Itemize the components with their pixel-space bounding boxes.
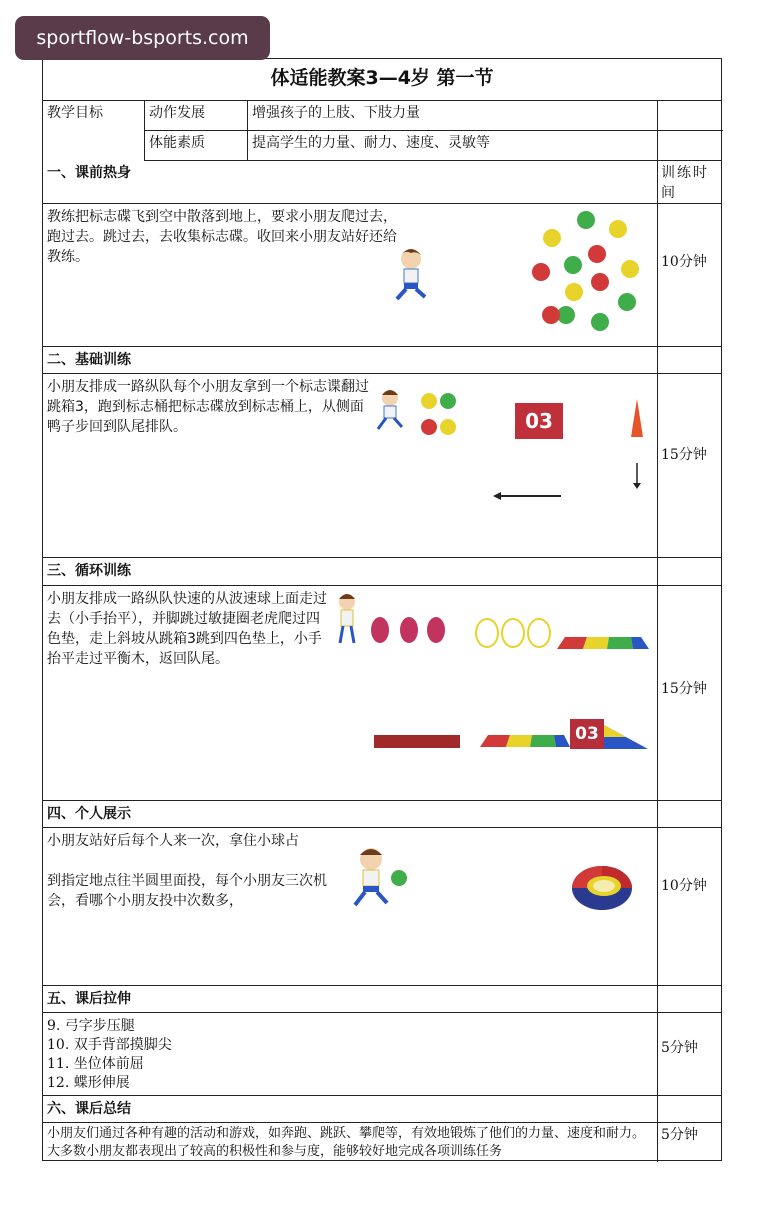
section-text: 到指定地点往半圆里面投，每个小朋友三次机会，看哪个小朋友投中次数多， bbox=[47, 873, 327, 909]
watermark: sportflow-bsports.com bbox=[15, 16, 270, 60]
section-time: 15分钟 bbox=[661, 447, 707, 463]
ramp-icon bbox=[604, 725, 648, 749]
goal-category: 体能素质 bbox=[149, 135, 205, 151]
cone-icon bbox=[629, 399, 645, 439]
stretch-item: 10. 双手背部摸脚尖 bbox=[47, 1037, 172, 1053]
section-text: 小朋友们通过各种有趣的活动和游戏，如奔跑、跳跃、攀爬等，有效地锻炼了他们的力量、速度和耐力。大多数小朋友都表现出了较高的积极性和参与度，能够较好地完成各项训练任务 bbox=[47, 1126, 646, 1159]
section-heading: 一、课前热身 bbox=[47, 165, 131, 181]
arrow-down-icon bbox=[633, 463, 641, 489]
target-ring-icon bbox=[571, 865, 633, 911]
section-heading: 二、基础训练 bbox=[47, 352, 131, 368]
time-header: 训练时间 bbox=[661, 165, 709, 201]
stretch-item: 12. 蝶形伸展 bbox=[47, 1075, 130, 1091]
four-color-mat-icon bbox=[557, 637, 649, 651]
vault-box-label: 03 bbox=[515, 403, 563, 439]
child-standing-icon bbox=[332, 591, 362, 651]
agility-ring-icon bbox=[527, 618, 551, 648]
bosu-ball-icon bbox=[400, 617, 418, 643]
section-heading: 五、课后拉伸 bbox=[47, 991, 131, 1007]
section-heading: 四、个人展示 bbox=[47, 806, 131, 822]
section-time: 5分钟 bbox=[661, 1127, 698, 1143]
section-text: 小朋友站好后每个人来一次，拿住小球占 bbox=[47, 833, 299, 849]
arrow-left-icon bbox=[493, 491, 561, 501]
page-title: 体适能教案3—4岁 第一节 bbox=[270, 67, 494, 89]
lesson-plan-table bbox=[42, 58, 722, 1161]
goal-category: 动作发展 bbox=[149, 105, 205, 121]
goals-label: 教学目标 bbox=[47, 105, 103, 121]
child-running-icon bbox=[374, 387, 406, 437]
section-time: 10分钟 bbox=[661, 878, 707, 894]
section-heading: 三、循环训练 bbox=[47, 563, 131, 579]
agility-ring-icon bbox=[501, 618, 525, 648]
goal-content: 提高学生的力量、耐力、速度、灵敏等 bbox=[252, 135, 490, 151]
balance-beam-icon bbox=[374, 735, 460, 748]
bosu-ball-icon bbox=[371, 617, 389, 643]
section-time: 10分钟 bbox=[661, 254, 707, 270]
bosu-ball-icon bbox=[427, 617, 445, 643]
section-heading: 六、课后总结 bbox=[47, 1101, 131, 1117]
four-color-mat-icon bbox=[480, 735, 570, 749]
child-throwing-icon bbox=[349, 845, 409, 911]
agility-ring-icon bbox=[475, 618, 499, 648]
section-time: 5分钟 bbox=[661, 1040, 698, 1056]
stretch-item: 11. 坐位体前屈 bbox=[47, 1056, 144, 1072]
section-text: 小朋友排成一路纵队每个小朋友拿到一个标志谍翻过跳箱3，跑到标志桶把标志碟放到标志桶上，从侧面鸭子步回到队尾排队。 bbox=[47, 379, 369, 435]
section-text: 教练把标志碟飞到空中散落到地上，要求小朋友爬过去，跑过去。跳过去，去收集标志碟。收回来小朋友站好还给教练。 bbox=[47, 209, 397, 265]
vault-box-label: 03 bbox=[570, 719, 604, 749]
stretch-item: 9. 弓字步压腿 bbox=[47, 1018, 135, 1034]
section-time: 15分钟 bbox=[661, 681, 707, 697]
section-text: 小朋友排成一路纵队快速的从波速球上面走过去（小手抬平），并脚跳过敏捷圈老虎爬过四色垫，走上斜坡从跳箱3跳到四色垫上，小手抬平走过平衡木，返回队尾。 bbox=[47, 591, 327, 667]
child-running-icon bbox=[391, 245, 433, 305]
goal-content: 增强孩子的上肢、下肢力量 bbox=[252, 105, 420, 121]
